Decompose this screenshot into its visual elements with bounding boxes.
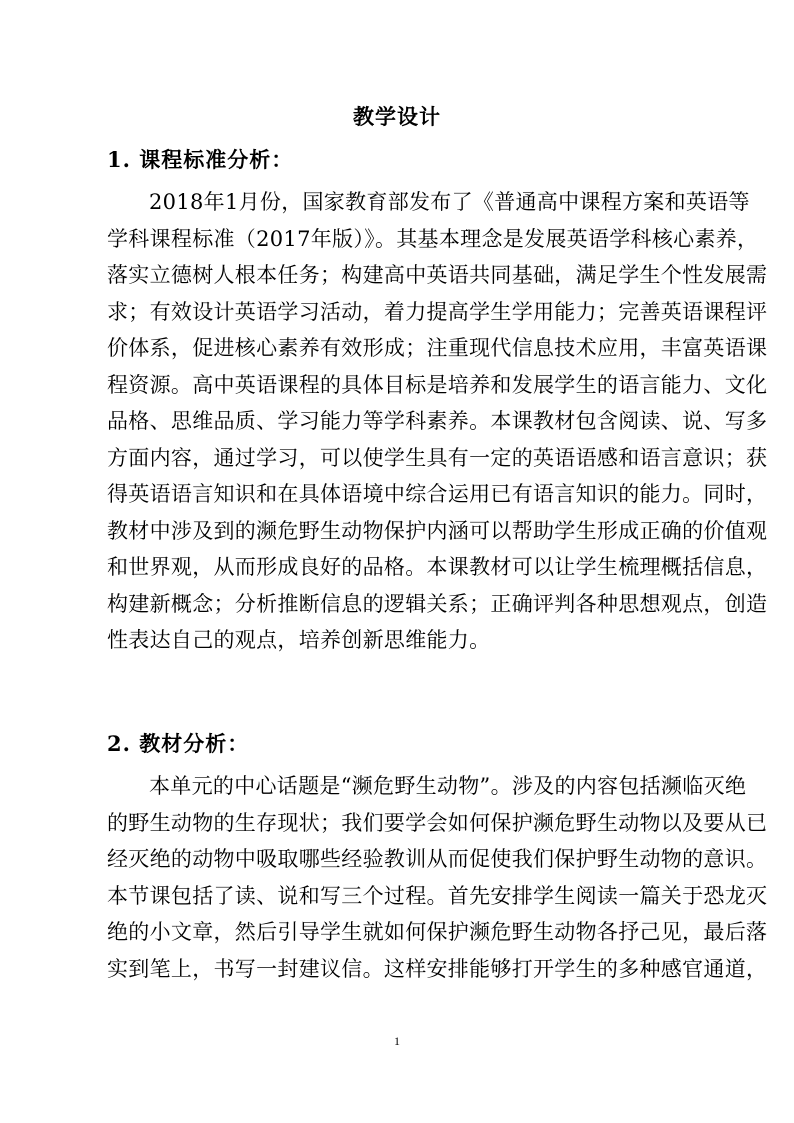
- paragraph-line: 价体系，促进核心素养有效形成；注重现代信息技术应用，丰富英语课: [107, 336, 768, 360]
- paragraph-line: 教材中涉及到的濒危野生动物保护内涵可以帮助学生形成正确的价值观: [107, 518, 768, 543]
- paragraph-line: 求；有效设计英语学习活动，着力提高学生学用能力；完善英语课程评: [107, 299, 768, 324]
- paragraph-line: 品格、思维品质、学习能力等学科素养。本课教材包含阅读、说、写多: [107, 409, 768, 433]
- paragraph-line: 经灭绝的动物中吸取哪些经验教训从而促使我们保护野生动物的意识。: [107, 847, 768, 871]
- paragraph-line: 方面内容，通过学习，可以使学生具有一定的英语语感和语言意识；获: [107, 445, 768, 470]
- paragraph-line: 本节课包括了读、说和写三个过程。首先安排学生阅读一篇关于恐龙灭: [107, 883, 768, 908]
- page-number: 1: [394, 1034, 400, 1048]
- paragraph-line: 落实立德树人根本任务；构建高中英语共同基础，满足学生个性发展需: [107, 263, 768, 287]
- section-heading-textbook-analysis: 2. 教材分析：: [107, 731, 250, 756]
- paragraph-line: 实到笔上，书写一封建议信。这样安排能够打开学生的多种感官通道，: [107, 956, 768, 981]
- paragraph-line: 本单元的中心话题是“濒危野生动物”。涉及的内容包括濒临灭绝: [149, 774, 747, 798]
- document-title: 教学设计: [353, 104, 441, 129]
- paragraph-line: 得英语语言知识和在具体语境中综合运用已有语言知识的能力。同时，: [107, 482, 768, 506]
- section-heading-curriculum-standard: 1. 课程标准分析：: [107, 147, 294, 172]
- paragraph-line: 和世界观，从而形成良好的品格。本课教材可以让学生梳理概括信息，: [107, 555, 768, 579]
- paragraph-line: 2018年1月份，国家教育部发布了《普通高中课程方案和英语等: [149, 190, 750, 214]
- paragraph-line: 性表达自己的观点，培养创新思维能力。: [107, 628, 491, 652]
- paragraph-line: 构建新概念；分析推断信息的逻辑关系；正确评判各种思想观点，创造: [107, 591, 768, 616]
- paragraph-line: 的野生动物的生存现状；我们要学会如何保护濒危野生动物以及要从已: [107, 810, 768, 835]
- section-paragraph-curriculum-standard: [107, 184, 768, 659]
- paragraph-line: 绝的小文章，然后引导学生就如何保护濒危野生动物各抒己见，最后落: [107, 920, 768, 944]
- section-paragraph-textbook-analysis: [107, 768, 768, 987]
- paragraph-line: 学科课程标准（2017年版）》。其基本理念是发展英语学科核心素养，: [107, 226, 759, 251]
- paragraph-line: 程资源。高中英语课程的具体目标是培养和发展学生的语言能力、文化: [107, 372, 768, 397]
